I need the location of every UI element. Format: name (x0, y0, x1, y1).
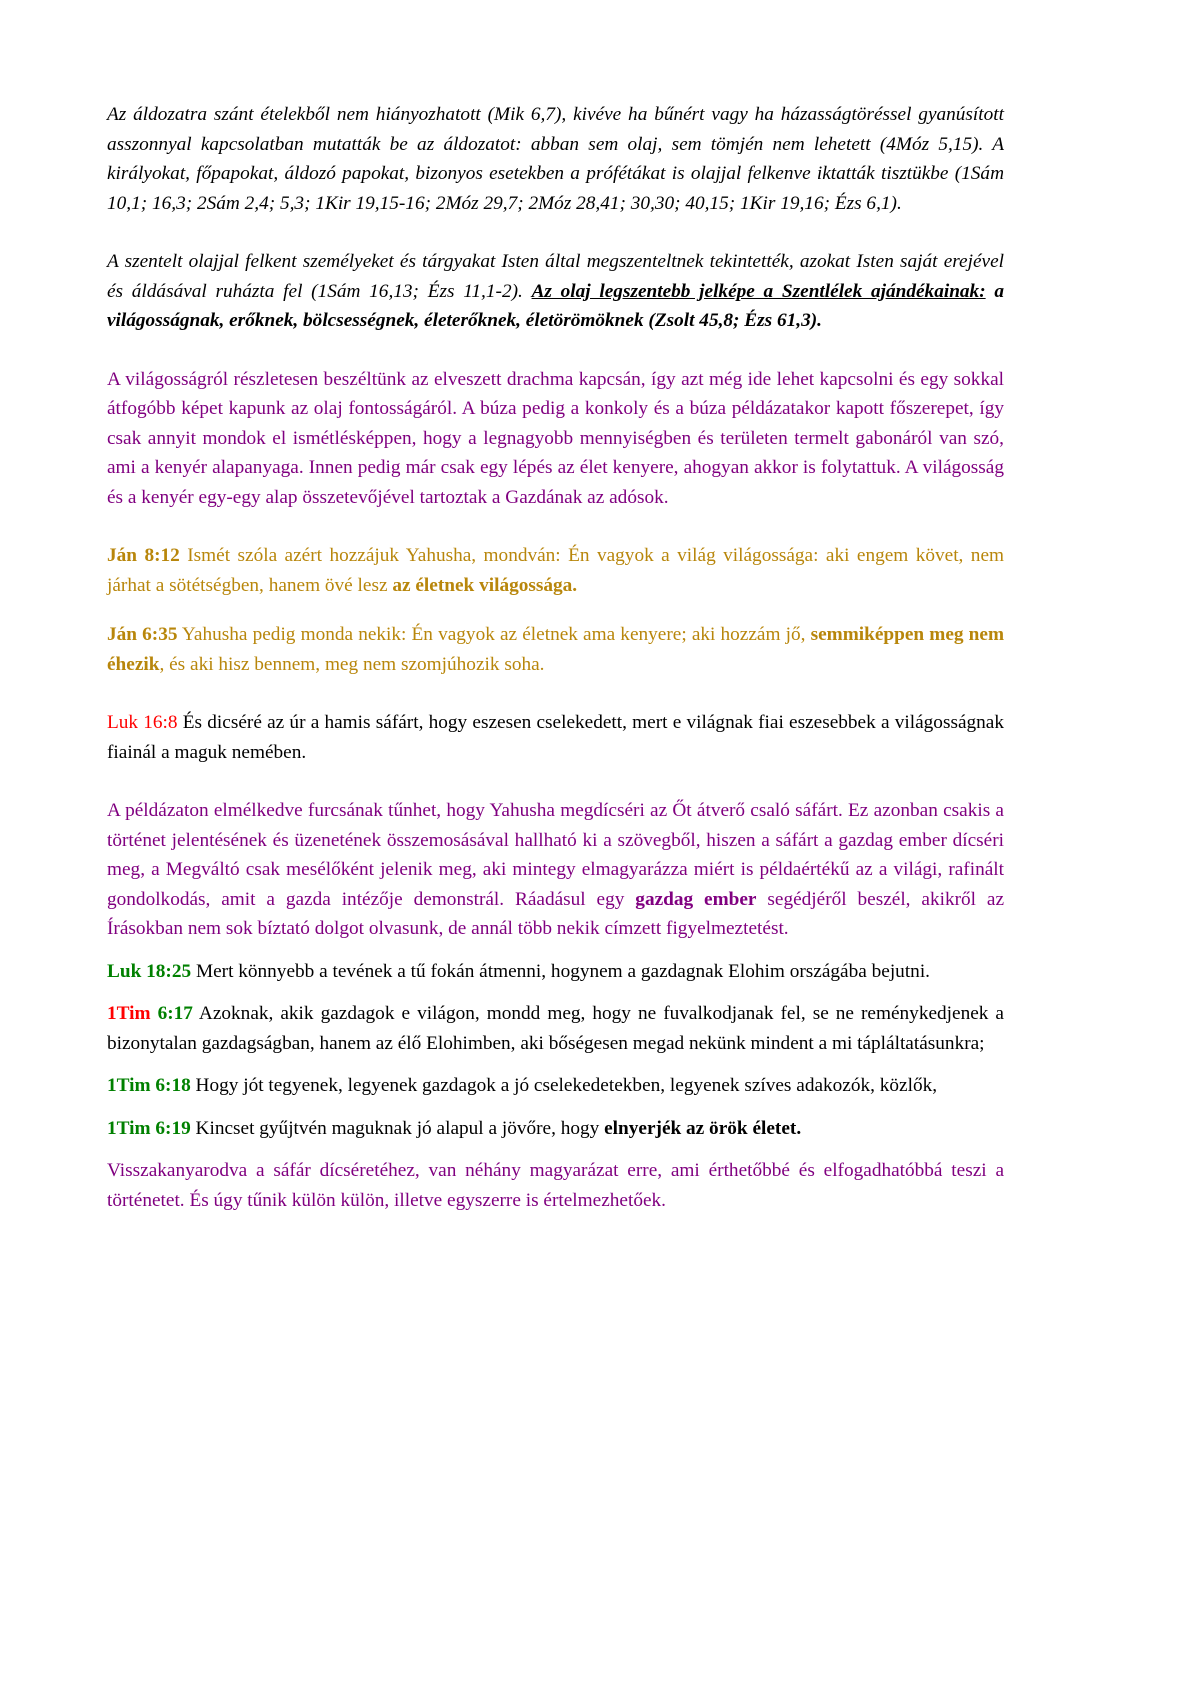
paragraph-light-bread: A világosságról részletesen beszéltünk az elveszett drachma kapcsán, így azt még ide lehet kapcsolni és egy sokkal átfogóbb képet kapunk az olaj fontosságáról. A búza pedig a konkoly és a búza példázatakor kapott főszerepet, így csak annyit mondok el ismétlésképpen, hogy a legnagyobb mennyiségben és területen termelt gabonáról van szó, ami a kenyér alapanyaga. Innen pedig már csak egy lépés az élet kenyere, ahogyan akkor is folytattuk. A világosság és a kenyér egy-egy alap összetevőjével tartoztak a Gazdának az adósok. (107, 368, 1004, 508)
verse-jan-6-35 (107, 620, 1004, 679)
verse-reference: 1Tim 6:19 (107, 1117, 191, 1139)
verse-reference: Luk 16:8 (107, 712, 178, 733)
paragraph-holy-oil (107, 247, 1004, 336)
verse-text: Mert könnyebb a tevének a tű fokán átmenni, hogynem a gazdagnak Elohim országába bejutni. (191, 960, 930, 982)
holy-oil-gifts: a világosságnak, erőknek, bölcsességnek, életerőknek, életörömöknek (Zsolt 45,8; Ézs 61,3). (107, 280, 1004, 331)
verse-text: Kincset gyűjtvén maguknak jó alapul a jövőre, hogy (190, 1117, 605, 1139)
commentary-text-tail: segédjéről beszél, akikről az Írásokban nem sok bíztató dolgot olvasunk, de annál több nekik címzett figyelmeztetést. (107, 888, 1005, 939)
commentary-emphasis: gazdag ember (635, 888, 757, 910)
verse-reference: Ján 6:35 (107, 624, 178, 645)
verse-reference: 1Tim 6:18 (107, 1075, 191, 1096)
verse-text: Ismét szóla azért hozzájuk Yahusha, mondván: Én vagyok a világ világossága: aki engem követ, nem járhat a sötétségben, hanem övé lesz (107, 545, 1005, 596)
document-page (107, 100, 1004, 1215)
verse-emphasis: az életnek világossága. (392, 574, 578, 596)
commentary-text: A példázaton elmélkedve furcsának tűnhet, hogy Yahusha megdícséri az Őt átverő csaló sáfárt. Ez azonban csakis a történet jelentésének és üzenetének összemosásával hallható ki a szövegből, hiszen a sáfárt a gazdag ember dícséri meg, a Megváltó csak mesélőként jelenik meg, aki mintegy elmagyarázza miért is példaértékű az a világi, rafinált gondolkodás, amit a gazda intézője demonstrál. Ráadásul egy (107, 800, 1004, 910)
verse-1tim-6-19 (107, 1114, 1004, 1144)
holy-oil-text: A szentelt olajjal felkent személyeket és tárgyakat Isten által megszenteltnek tekintették, azokat Isten saját erejével és áldásával ruházta fel (1Sám 16,13; Ézs 11,1-2). (107, 251, 1004, 302)
verse-1tim-6-17 (107, 999, 1004, 1058)
verse-1tim-6-18 (107, 1071, 1004, 1101)
paragraph-returning-to-praise: Visszakanyarodva a sáfár dícséretéhez, van néhány magyarázat erre, ami érthetőbbé és elfogadhatóbbá teszi a történetet. És úgy tűnik külön külön, illetve egyszerre is értelmezhetőek. (107, 1160, 1004, 1211)
holy-oil-symbol-heading: Az olaj legszentebb jelképe a Szentlélek ajándékainak: (531, 280, 986, 302)
paragraph-anointing-offerings: Az áldozatra szánt ételekből nem hiányozhatott (Mik 6,7), kivéve ha bűnért vagy ha házasságtöréssel gyanúsított asszonnyal kapcsolatban mutatták be az áldozatot: abban sem olaj, sem tömjén nem lehetett (4Móz 5,15). A királyokat, főpapokat, áldozó papokat, bizonyos esetekben a prófétákat is olajjal felkenve iktatták tisztükbe (1Sám 10,1; 16,3; 2Sám 2,4; 5,3; 1Kir 19,15-16; 2Móz 29,7; 2Móz 28,41; 30,30; 40,15; 1Kir 19,16; Ézs 6,1). (107, 104, 1004, 214)
verse-emphasis: semmiképpen meg nem éhezik (107, 624, 1005, 675)
verse-jan-8-12 (107, 541, 1004, 600)
verse-reference-book: 1Tim (107, 1003, 151, 1024)
verse-text-tail: , és aki hisz bennem, meg nem szomjúhozik soha. (159, 653, 545, 675)
verse-text: Yahusha pedig monda nekik: Én vagyok az életnek ama kenyere; aki hozzám jő, (177, 624, 811, 645)
paragraph-steward-commentary (107, 796, 1004, 944)
verse-text: Azoknak, akik gazdagok e világon, mondd meg, hogy ne fuvalkodjanak fel, se ne reménykedjenek a bizonytalan gazdagságban, hanem az élő Elohimben, aki bőségesen megad nekünk mindent a mi tápláltatásunkra; (107, 1003, 1004, 1054)
verse-text: Hogy jót tegyenek, legyenek gazdagok a jó cselekedetekben, legyenek szíves adakozók, közlők, (190, 1075, 938, 1096)
verse-reference-number: 6:17 (150, 1003, 193, 1024)
verse-luk-18-25 (107, 957, 1004, 987)
verse-reference: Luk 18:25 (107, 960, 192, 982)
verse-reference: Ján 8:12 (107, 545, 180, 566)
verse-luk-16-8 (107, 708, 1004, 767)
verse-emphasis: elnyerjék az örök életet. (604, 1117, 802, 1139)
verse-text: És dicséré az úr a hamis sáfárt, hogy eszesen cselekedett, mert e világnak fiai eszesebbek a világosságnak fiainál a maguk nemében. (107, 712, 1004, 763)
